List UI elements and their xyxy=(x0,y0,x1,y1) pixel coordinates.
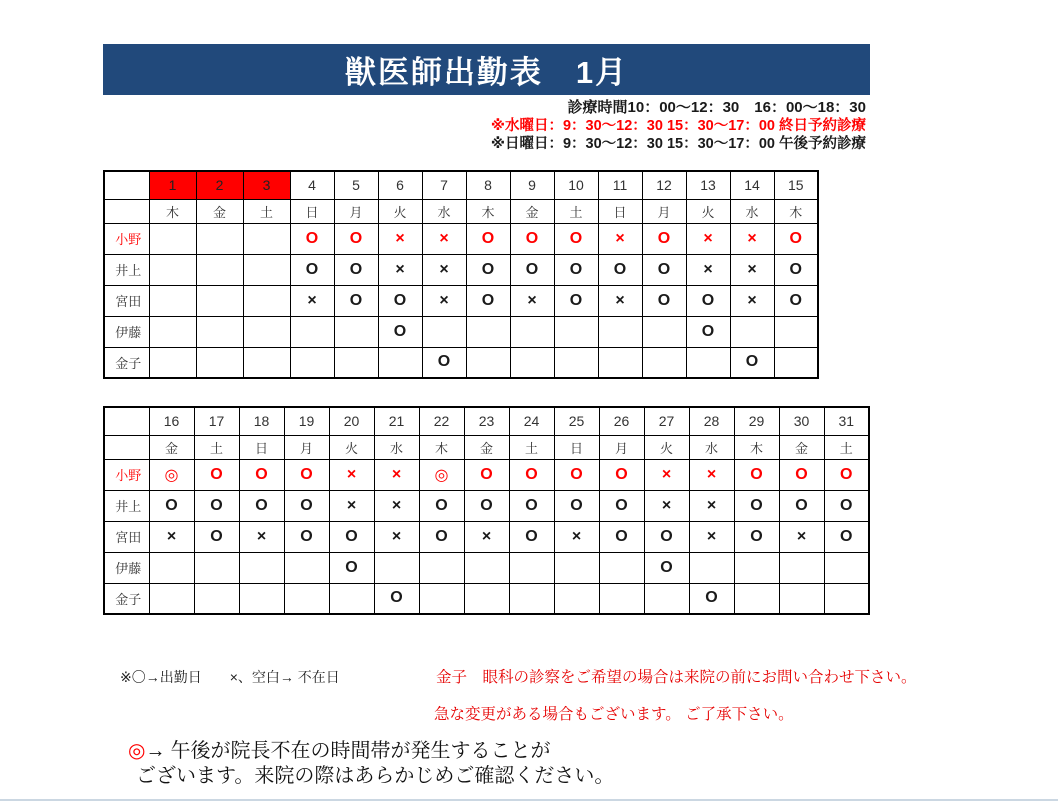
weekday-cell: 土 xyxy=(243,199,290,223)
corner-cell xyxy=(104,407,149,435)
attendance-mark-cell xyxy=(464,583,509,614)
weekday-cell: 月 xyxy=(284,435,329,459)
crossed-out-cell xyxy=(196,285,243,316)
day-header-cell: 22 xyxy=(419,407,464,435)
attendance-mark-cell: O xyxy=(329,521,374,552)
day-header-cell: 24 xyxy=(509,407,554,435)
attendance-mark-cell: × xyxy=(464,521,509,552)
attendance-mark-cell: O xyxy=(779,459,824,490)
day-header-cell: 27 xyxy=(644,407,689,435)
attendance-mark-cell: × xyxy=(290,285,334,316)
attendance-mark-cell: O xyxy=(194,521,239,552)
weekday-cell: 土 xyxy=(824,435,869,459)
attendance-mark-cell xyxy=(599,583,644,614)
attendance-mark-cell: O xyxy=(599,490,644,521)
weekday-cell: 土 xyxy=(194,435,239,459)
vet-name-cell: 宮田 xyxy=(104,285,149,316)
day-header-cell: 9 xyxy=(510,171,554,199)
weekday-cell: 木 xyxy=(734,435,779,459)
attendance-mark-cell: O xyxy=(774,254,818,285)
attendance-mark-cell: O xyxy=(644,552,689,583)
attendance-mark-cell: O xyxy=(149,490,194,521)
day-header-cell: 30 xyxy=(779,407,824,435)
attendance-mark-cell: O xyxy=(642,285,686,316)
attendance-mark-cell xyxy=(149,552,194,583)
attendance-mark-cell: × xyxy=(149,521,194,552)
crossed-out-cell xyxy=(196,347,243,378)
attendance-mark-cell xyxy=(334,347,378,378)
attendance-mark-cell: × xyxy=(378,254,422,285)
attendance-mark-cell: × xyxy=(730,254,774,285)
day-header-cell: 1 xyxy=(149,171,196,199)
attendance-mark-cell: × xyxy=(689,521,734,552)
attendance-mark-cell xyxy=(466,347,510,378)
attendance-mark-cell: O xyxy=(284,490,329,521)
vet-name-cell: 井上 xyxy=(104,254,149,285)
day-header-cell: 11 xyxy=(598,171,642,199)
attendance-mark-cell: O xyxy=(734,521,779,552)
day-header-cell: 17 xyxy=(194,407,239,435)
weekday-cell: 土 xyxy=(554,199,598,223)
weekday-cell: 日 xyxy=(290,199,334,223)
weekday-cell: 月 xyxy=(599,435,644,459)
day-header-cell: 31 xyxy=(824,407,869,435)
schedule-table-days-16-31 xyxy=(103,406,870,615)
weekday-cell: 水 xyxy=(689,435,734,459)
crossed-out-cell xyxy=(243,285,290,316)
vet-name-cell: 井上 xyxy=(104,490,149,521)
attendance-mark-cell: × xyxy=(239,521,284,552)
corner-cell xyxy=(104,199,149,223)
attendance-mark-cell: × xyxy=(598,285,642,316)
bottom-rule xyxy=(0,799,1058,801)
attendance-mark-cell xyxy=(774,316,818,347)
crossed-out-cell xyxy=(149,223,196,254)
vet-name-cell: 小野 xyxy=(104,459,149,490)
attendance-mark-cell: O xyxy=(378,285,422,316)
attendance-mark-cell xyxy=(422,316,466,347)
vet-name-cell: 小野 xyxy=(104,223,149,254)
double-circle-note-text1: → 午後が院長不在の時間帯が発生することが xyxy=(145,740,551,762)
day-header-cell: 23 xyxy=(464,407,509,435)
weekday-cell: 木 xyxy=(149,199,196,223)
attendance-mark-cell: O xyxy=(466,223,510,254)
attendance-mark-cell xyxy=(290,316,334,347)
crossed-out-cell xyxy=(149,285,196,316)
attendance-mark-cell: O xyxy=(642,223,686,254)
day-header-cell: 3 xyxy=(243,171,290,199)
attendance-mark-cell: O xyxy=(734,459,779,490)
day-header-cell: 18 xyxy=(239,407,284,435)
attendance-mark-cell xyxy=(329,583,374,614)
attendance-mark-cell xyxy=(779,552,824,583)
attendance-mark-cell: O xyxy=(378,316,422,347)
attendance-mark-cell xyxy=(239,583,284,614)
attendance-mark-cell: O xyxy=(509,521,554,552)
attendance-mark-cell xyxy=(734,583,779,614)
weekday-cell: 月 xyxy=(642,199,686,223)
crossed-out-cell xyxy=(243,316,290,347)
attendance-mark-cell: × xyxy=(374,459,419,490)
corner-cell xyxy=(104,171,149,199)
attendance-mark-cell: O xyxy=(642,254,686,285)
attendance-mark-cell xyxy=(464,552,509,583)
crossed-out-cell xyxy=(243,223,290,254)
attendance-mark-cell: × xyxy=(374,521,419,552)
day-header-cell: 28 xyxy=(689,407,734,435)
attendance-mark-cell: × xyxy=(644,490,689,521)
attendance-mark-cell xyxy=(419,552,464,583)
attendance-mark-cell: × xyxy=(329,459,374,490)
attendance-mark-cell: O xyxy=(334,285,378,316)
attendance-mark-cell: × xyxy=(779,521,824,552)
weekday-cell: 木 xyxy=(466,199,510,223)
attendance-mark-cell: O xyxy=(194,459,239,490)
vet-name-cell: 金子 xyxy=(104,583,149,614)
attendance-mark-cell xyxy=(554,316,598,347)
attendance-mark-cell xyxy=(554,552,599,583)
attendance-mark-cell: × xyxy=(686,223,730,254)
attendance-mark-cell xyxy=(284,552,329,583)
attendance-mark-cell xyxy=(598,347,642,378)
attendance-mark-cell xyxy=(642,316,686,347)
attendance-mark-cell: × xyxy=(378,223,422,254)
crossed-out-cell xyxy=(196,254,243,285)
schedule-change-note: 急な変更がある場合もございます。 ご了承下さい。 xyxy=(434,706,794,723)
day-header-cell: 19 xyxy=(284,407,329,435)
crossed-out-cell xyxy=(149,316,196,347)
attendance-mark-cell: O xyxy=(644,521,689,552)
day-header-cell: 6 xyxy=(378,171,422,199)
attendance-mark-cell: O xyxy=(466,254,510,285)
day-header-cell: 16 xyxy=(149,407,194,435)
attendance-mark-cell: O xyxy=(239,490,284,521)
crossed-out-cell xyxy=(196,223,243,254)
attendance-mark-cell xyxy=(284,583,329,614)
weekday-cell: 金 xyxy=(196,199,243,223)
attendance-mark-cell: O xyxy=(334,223,378,254)
weekday-cell: 木 xyxy=(774,199,818,223)
attendance-mark-cell: O xyxy=(239,459,284,490)
attendance-mark-cell: × xyxy=(598,223,642,254)
attendance-mark-cell: O xyxy=(554,223,598,254)
day-header-cell: 21 xyxy=(374,407,419,435)
attendance-mark-cell xyxy=(509,552,554,583)
weekday-cell: 金 xyxy=(464,435,509,459)
attendance-mark-cell xyxy=(642,347,686,378)
attendance-mark-cell: O xyxy=(464,490,509,521)
day-header-cell: 14 xyxy=(730,171,774,199)
attendance-mark-cell: × xyxy=(730,285,774,316)
attendance-mark-cell xyxy=(509,583,554,614)
attendance-mark-cell: ◎ xyxy=(419,459,464,490)
double-circle-note xyxy=(128,739,614,789)
attendance-mark-cell: O xyxy=(774,223,818,254)
attendance-mark-cell: O xyxy=(284,459,329,490)
attendance-mark-cell: O xyxy=(334,254,378,285)
attendance-mark-cell: × xyxy=(510,285,554,316)
weekday-cell: 金 xyxy=(779,435,824,459)
attendance-mark-cell xyxy=(149,583,194,614)
attendance-mark-cell: O xyxy=(554,490,599,521)
page-title: 獣医師出勤表 1月 xyxy=(344,55,629,90)
double-circle-note-line2: ございます。来院の際はあらかじめご確認ください。 xyxy=(136,765,615,787)
attendance-mark-cell xyxy=(239,552,284,583)
kaneko-ophthalmology-note: 金子 眼科の診察をご希望の場合は来院の前にお問い合わせ下さい。 xyxy=(436,669,917,686)
attendance-mark-cell: O xyxy=(554,459,599,490)
attendance-mark-cell: O xyxy=(598,254,642,285)
day-header-cell: 12 xyxy=(642,171,686,199)
attendance-mark-cell: O xyxy=(686,316,730,347)
attendance-mark-cell: × xyxy=(686,254,730,285)
attendance-mark-cell xyxy=(378,347,422,378)
double-circle-note-line1 xyxy=(128,739,614,764)
attendance-mark-cell: O xyxy=(284,521,329,552)
day-header-cell: 26 xyxy=(599,407,644,435)
schedule-grid xyxy=(103,406,870,615)
attendance-mark-cell: × xyxy=(422,223,466,254)
attendance-mark-cell: O xyxy=(422,347,466,378)
attendance-mark-cell: O xyxy=(824,459,869,490)
weekday-cell: 日 xyxy=(598,199,642,223)
day-header-cell: 8 xyxy=(466,171,510,199)
attendance-mark-cell: O xyxy=(774,285,818,316)
attendance-mark-cell: O xyxy=(194,490,239,521)
attendance-mark-cell: O xyxy=(464,459,509,490)
attendance-mark-cell xyxy=(599,552,644,583)
attendance-mark-cell xyxy=(644,583,689,614)
weekday-cell: 金 xyxy=(149,435,194,459)
attendance-mark-cell: × xyxy=(422,285,466,316)
attendance-mark-cell: O xyxy=(374,583,419,614)
day-header-cell: 25 xyxy=(554,407,599,435)
attendance-mark-cell: × xyxy=(689,490,734,521)
attendance-mark-cell xyxy=(598,316,642,347)
attendance-mark-cell xyxy=(466,316,510,347)
title-banner xyxy=(103,44,870,95)
attendance-mark-cell: O xyxy=(510,223,554,254)
weekday-cell: 日 xyxy=(554,435,599,459)
attendance-mark-cell: O xyxy=(734,490,779,521)
attendance-mark-cell xyxy=(779,583,824,614)
weekday-cell: 月 xyxy=(334,199,378,223)
attendance-mark-cell: × xyxy=(730,223,774,254)
attendance-mark-cell xyxy=(730,316,774,347)
crossed-out-cell xyxy=(196,316,243,347)
vet-name-cell: 宮田 xyxy=(104,521,149,552)
attendance-mark-cell xyxy=(290,347,334,378)
vet-name-cell: 伊藤 xyxy=(104,316,149,347)
attendance-mark-cell: O xyxy=(686,285,730,316)
attendance-mark-cell xyxy=(774,347,818,378)
day-header-cell: 4 xyxy=(290,171,334,199)
attendance-mark-cell xyxy=(419,583,464,614)
weekday-cell: 火 xyxy=(644,435,689,459)
weekday-cell: 火 xyxy=(686,199,730,223)
corner-cell xyxy=(104,435,149,459)
marks-legend: ※〇→出勤日 ×、空白→ 不在日 xyxy=(120,669,340,685)
attendance-mark-cell: O xyxy=(290,223,334,254)
attendance-mark-cell xyxy=(734,552,779,583)
sunday-hours-note: ※日曜日：9：30～12：30 15：30～17：00 午後予約診療 xyxy=(490,136,866,152)
crossed-out-cell xyxy=(243,254,290,285)
attendance-mark-cell xyxy=(510,347,554,378)
weekday-cell: 日 xyxy=(239,435,284,459)
attendance-mark-cell: O xyxy=(290,254,334,285)
double-circle-mark: ◎ xyxy=(128,740,146,762)
attendance-mark-cell xyxy=(686,347,730,378)
crossed-out-cell xyxy=(149,254,196,285)
attendance-mark-cell: × xyxy=(689,459,734,490)
attendance-mark-cell xyxy=(554,583,599,614)
day-header-cell: 5 xyxy=(334,171,378,199)
day-header-cell: 10 xyxy=(554,171,598,199)
day-header-cell: 2 xyxy=(196,171,243,199)
day-header-cell: 15 xyxy=(774,171,818,199)
clinic-hours: 診療時間10：00～12：30 16：00～18：30 xyxy=(567,99,866,116)
attendance-mark-cell xyxy=(554,347,598,378)
attendance-mark-cell: O xyxy=(554,285,598,316)
attendance-mark-cell: O xyxy=(599,521,644,552)
attendance-mark-cell: O xyxy=(689,583,734,614)
weekday-cell: 水 xyxy=(422,199,466,223)
attendance-mark-cell: O xyxy=(509,490,554,521)
attendance-mark-cell: O xyxy=(466,285,510,316)
attendance-mark-cell xyxy=(824,583,869,614)
attendance-mark-cell xyxy=(194,583,239,614)
attendance-mark-cell: O xyxy=(419,521,464,552)
attendance-mark-cell: ◎ xyxy=(149,459,194,490)
weekday-cell: 木 xyxy=(419,435,464,459)
attendance-mark-cell xyxy=(824,552,869,583)
attendance-mark-cell xyxy=(194,552,239,583)
weekday-cell: 金 xyxy=(510,199,554,223)
schedule-grid xyxy=(103,170,819,379)
attendance-mark-cell: O xyxy=(510,254,554,285)
day-header-cell: 13 xyxy=(686,171,730,199)
attendance-mark-cell: × xyxy=(644,459,689,490)
attendance-mark-cell xyxy=(334,316,378,347)
attendance-mark-cell: × xyxy=(374,490,419,521)
weekday-cell: 火 xyxy=(329,435,374,459)
attendance-mark-cell: O xyxy=(779,490,824,521)
attendance-mark-cell xyxy=(374,552,419,583)
weekday-cell: 土 xyxy=(509,435,554,459)
weekday-cell: 水 xyxy=(374,435,419,459)
wednesday-hours-note: ※水曜日：9：30～12：30 15：30～17：00 終日予約診療 xyxy=(490,118,866,134)
schedule-table-days-1-15 xyxy=(103,170,819,379)
clinic-hours-block xyxy=(491,99,866,153)
weekday-cell: 火 xyxy=(378,199,422,223)
day-header-cell: 20 xyxy=(329,407,374,435)
day-header-cell: 29 xyxy=(734,407,779,435)
attendance-mark-cell: O xyxy=(329,552,374,583)
attendance-mark-cell: × xyxy=(329,490,374,521)
attendance-mark-cell xyxy=(689,552,734,583)
crossed-out-cell xyxy=(243,347,290,378)
crossed-out-cell xyxy=(149,347,196,378)
attendance-mark-cell: × xyxy=(554,521,599,552)
attendance-mark-cell: O xyxy=(419,490,464,521)
attendance-mark-cell: O xyxy=(824,521,869,552)
attendance-mark-cell: O xyxy=(509,459,554,490)
vet-name-cell: 金子 xyxy=(104,347,149,378)
attendance-mark-cell: O xyxy=(554,254,598,285)
attendance-mark-cell: × xyxy=(422,254,466,285)
day-header-cell: 7 xyxy=(422,171,466,199)
attendance-mark-cell: O xyxy=(599,459,644,490)
attendance-mark-cell xyxy=(510,316,554,347)
attendance-mark-cell: O xyxy=(824,490,869,521)
vet-name-cell: 伊藤 xyxy=(104,552,149,583)
attendance-mark-cell: O xyxy=(730,347,774,378)
weekday-cell: 水 xyxy=(730,199,774,223)
